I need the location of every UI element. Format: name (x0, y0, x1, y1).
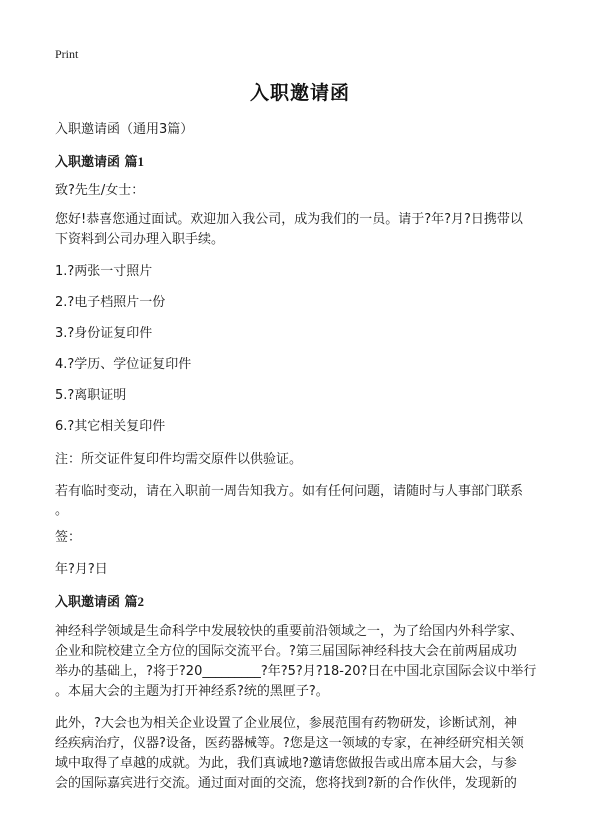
document-title: 入职邀请函 (249, 82, 350, 104)
list-item: 2.?电子档照片一份 (55, 295, 166, 310)
section-1-heading (55, 152, 545, 173)
paragraph-1-line-3: 举办的基础上，?将于?20_________?年?5?月?18-20?日在中国北京国际会议中举行 (55, 664, 537, 679)
document-subtitle: 入职邀请函（通用3篇） (55, 122, 194, 137)
paragraph-2-line-2: 经疾病治疗，仪器?设备，医药器械等。?您是这一领域的专家，在神经研究相关领 (55, 736, 524, 751)
paragraph-2-line-1: 此外，?大会也为相关企业设置了企业展位，参展范围有药物研发，诊断试剂，神 (55, 716, 517, 731)
intro-line-1: 您好!恭喜您通过面试。欢迎加入我公司，成为我们的一员。请于?年?月?日携带以 (55, 212, 523, 227)
print-label: Print (55, 47, 79, 61)
list-item: 6.?其它相关复印件 (55, 419, 166, 434)
section-1-heading-text: 入职邀请函 篇 (55, 155, 138, 170)
change-line-1: 若有临时变动，请在入职前一周告知我方。如有任何问题，请随时与人事部门联系 (55, 484, 524, 499)
list-item: 1.?两张一寸照片 (55, 264, 153, 279)
greeting: 致?先生/女士： (55, 183, 145, 198)
signature-label: 签： (55, 530, 82, 545)
list-item: 3.?身份证复印件 (55, 326, 153, 341)
paragraph-1-line-2: 企业和院校建立全方位的国际交流平台。?第三届国际神经科技大会在前两届成功 (55, 644, 517, 659)
note: 注：所交证件复印件均需交原件以供验证。 (55, 452, 303, 467)
section-2-heading-number: 2 (137, 594, 145, 609)
date-line: 年?月?日 (55, 562, 108, 577)
paragraph-1-line-4: 。本届大会的主题为打开神经系?统的黑匣子?。 (55, 684, 329, 699)
paragraph-2-line-3: 域中取得了卓越的成就。为此，我们真诚地?邀请您做报告或出席本届大会，与参 (55, 756, 517, 771)
list-item: 5.?离职证明 (55, 388, 127, 403)
paragraph-1-line-1: 神经科学领域是生命科学中发展较快的重要前沿领域之一，为了给国内外科学家、 (55, 624, 524, 639)
list-item: 4.?学历、学位证复印件 (55, 357, 192, 372)
change-line-2: 。 (55, 503, 69, 518)
section-1-heading-number: 1 (137, 154, 145, 169)
paragraph-2-line-4: 会的国际嘉宾进行交流。通过面对面的交流，您将找到?新的合作伙伴，发现新的 (55, 776, 517, 791)
section-2-heading-text: 入职邀请函 篇 (55, 595, 138, 610)
intro-line-2: 下资料到公司办理入职手续。 (55, 232, 225, 247)
section-2-heading (55, 592, 545, 613)
